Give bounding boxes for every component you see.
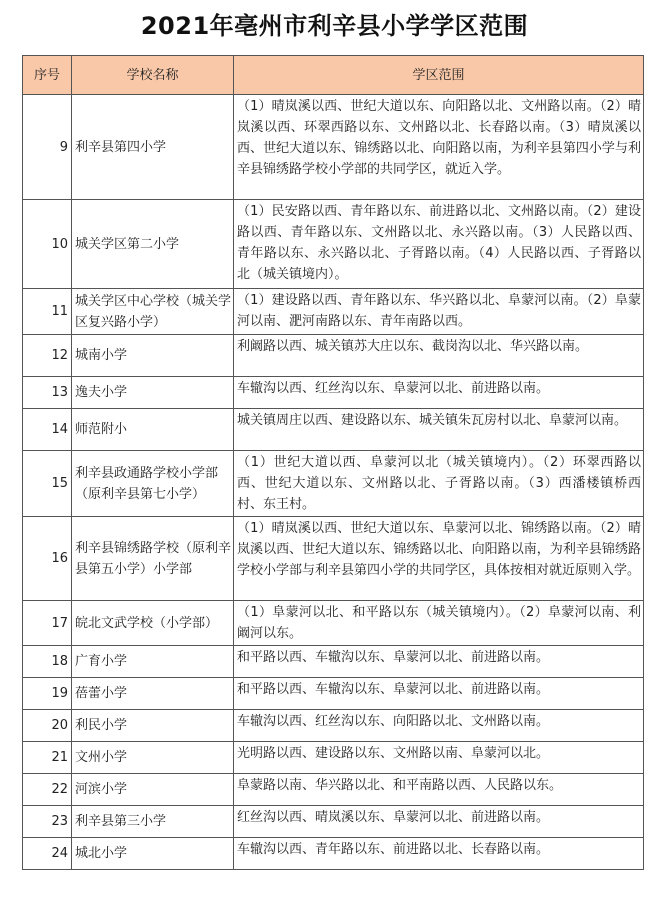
table-header-row [23, 56, 644, 95]
school-name: 文州小学 [72, 742, 234, 774]
table-row [23, 774, 644, 806]
district-range: 城关镇周庄以西、建设路以东、城关镇朱瓦房村以北、阜蒙河以南。 [234, 409, 644, 451]
district-range: 车辙沟以西、红丝沟以东、向阳路以北、文州路以南。 [234, 710, 644, 742]
district-range: 阜蒙路以南、华兴路以北、和平南路以西、人民路以东。 [234, 774, 644, 806]
table-body [23, 95, 644, 870]
district-range: 和平路以西、车辙沟以东、阜蒙河以北、前进路以南。 [234, 678, 644, 710]
table-row [23, 838, 644, 870]
school-name: 蓓蕾小学 [72, 678, 234, 710]
table-row [23, 200, 644, 289]
row-number: 10 [23, 200, 72, 289]
district-range: （1）世纪大道以西、阜蒙河以北（城关镇境内）。（2）环翠西路以西、世纪大道以东、文州路以北、子胥路以南。（3）西潘楼镇桥西村、东王村。 [234, 451, 644, 517]
school-name: 师范附小 [72, 409, 234, 451]
header-district-range: 学区范围 [234, 56, 644, 95]
table-row [23, 409, 644, 451]
header-no: 序号 [23, 56, 72, 95]
row-number: 11 [23, 289, 72, 335]
row-number: 20 [23, 710, 72, 742]
district-range: 车辙沟以西、红丝沟以东、阜蒙河以北、前进路以南。 [234, 377, 644, 409]
school-name: 利民小学 [72, 710, 234, 742]
district-range: 红丝沟以西、晴岚溪以东、阜蒙河以北、前进路以南。 [234, 806, 644, 838]
header-school-name: 学校名称 [72, 56, 234, 95]
district-range: 车辙沟以西、青年路以东、前进路以北、长春路以南。 [234, 838, 644, 870]
table-row [23, 646, 644, 678]
school-name: 广育小学 [72, 646, 234, 678]
school-name: 利辛县第四小学 [72, 95, 234, 200]
school-name: 城关学区中心学校（城关学区复兴路小学） [72, 289, 234, 335]
district-range: （1）建设路以西、青年路以东、华兴路以北、阜蒙河以南。（2）阜蒙河以南、淝河南路以东、青年南路以西。 [234, 289, 644, 335]
district-range: （1）阜蒙河以北、和平路以东（城关镇境内）。（2）阜蒙河以南、利阚河以东。 [234, 601, 644, 646]
table-row [23, 710, 644, 742]
row-number: 16 [23, 517, 72, 601]
table-row [23, 335, 644, 377]
school-name: 皖北文武学校（小学部） [72, 601, 234, 646]
school-name: 利辛县锦绣路学校（原利辛县第五小学）小学部 [72, 517, 234, 601]
table-row [23, 95, 644, 200]
row-number: 18 [23, 646, 72, 678]
school-district-table [22, 55, 644, 870]
school-name: 城南小学 [72, 335, 234, 377]
district-range: （1）晴岚溪以西、世纪大道以东、向阳路以北、文州路以南。（2）晴岚溪以西、环翠西路以东、文州路以北、长春路以南。（3）晴岚溪以西、世纪大道以东、锦绣路以北、向阳路以南，为利辛县第四小学与利辛县锦绣路学校小学部的共同学区，就近入学。 [234, 95, 644, 200]
row-number: 9 [23, 95, 72, 200]
district-range: 和平路以西、车辙沟以东、阜蒙河以北、前进路以南。 [234, 646, 644, 678]
district-range: （1）民安路以西、青年路以东、前进路以北、文州路以南。（2）建设路以西、青年路以东、文州路以北、永兴路以南。（3）人民路以西、青年路以东、永兴路以北、子胥路以南。（4）人民路以西、子胥路以北（城关镇境内）。 [234, 200, 644, 289]
school-name: 逸夫小学 [72, 377, 234, 409]
row-number: 24 [23, 838, 72, 870]
table-row [23, 451, 644, 517]
row-number: 19 [23, 678, 72, 710]
document-title: 2021年亳州市利辛县小学学区范围 [140, 12, 529, 40]
row-number: 23 [23, 806, 72, 838]
table-row [23, 289, 644, 335]
table-row [23, 601, 644, 646]
row-number: 21 [23, 742, 72, 774]
table-row [23, 678, 644, 710]
district-range: （1）晴岚溪以西、世纪大道以东、阜蒙河以北、锦绣路以南。（2）晴岚溪以西、世纪大道以东、锦绣路以北、向阳路以南，为利辛县锦绣路学校小学部与利辛县第四小学的共同学区，具体按相对就近原则入学。 [234, 517, 644, 601]
school-name: 城关学区第二小学 [72, 200, 234, 289]
table-row [23, 806, 644, 838]
row-number: 17 [23, 601, 72, 646]
table-row [23, 377, 644, 409]
row-number: 13 [23, 377, 72, 409]
district-range: 利阚路以西、城关镇苏大庄以东、截岗沟以北、华兴路以南。 [234, 335, 644, 377]
row-number: 15 [23, 451, 72, 517]
table-row [23, 742, 644, 774]
school-name: 利辛县第三小学 [72, 806, 234, 838]
row-number: 14 [23, 409, 72, 451]
table-row [23, 517, 644, 601]
row-number: 12 [23, 335, 72, 377]
school-name: 城北小学 [72, 838, 234, 870]
district-range: 光明路以西、建设路以东、文州路以南、阜蒙河以北。 [234, 742, 644, 774]
school-name: 利辛县政通路学校小学部（原利辛县第七小学） [72, 451, 234, 517]
row-number: 22 [23, 774, 72, 806]
school-name: 河滨小学 [72, 774, 234, 806]
